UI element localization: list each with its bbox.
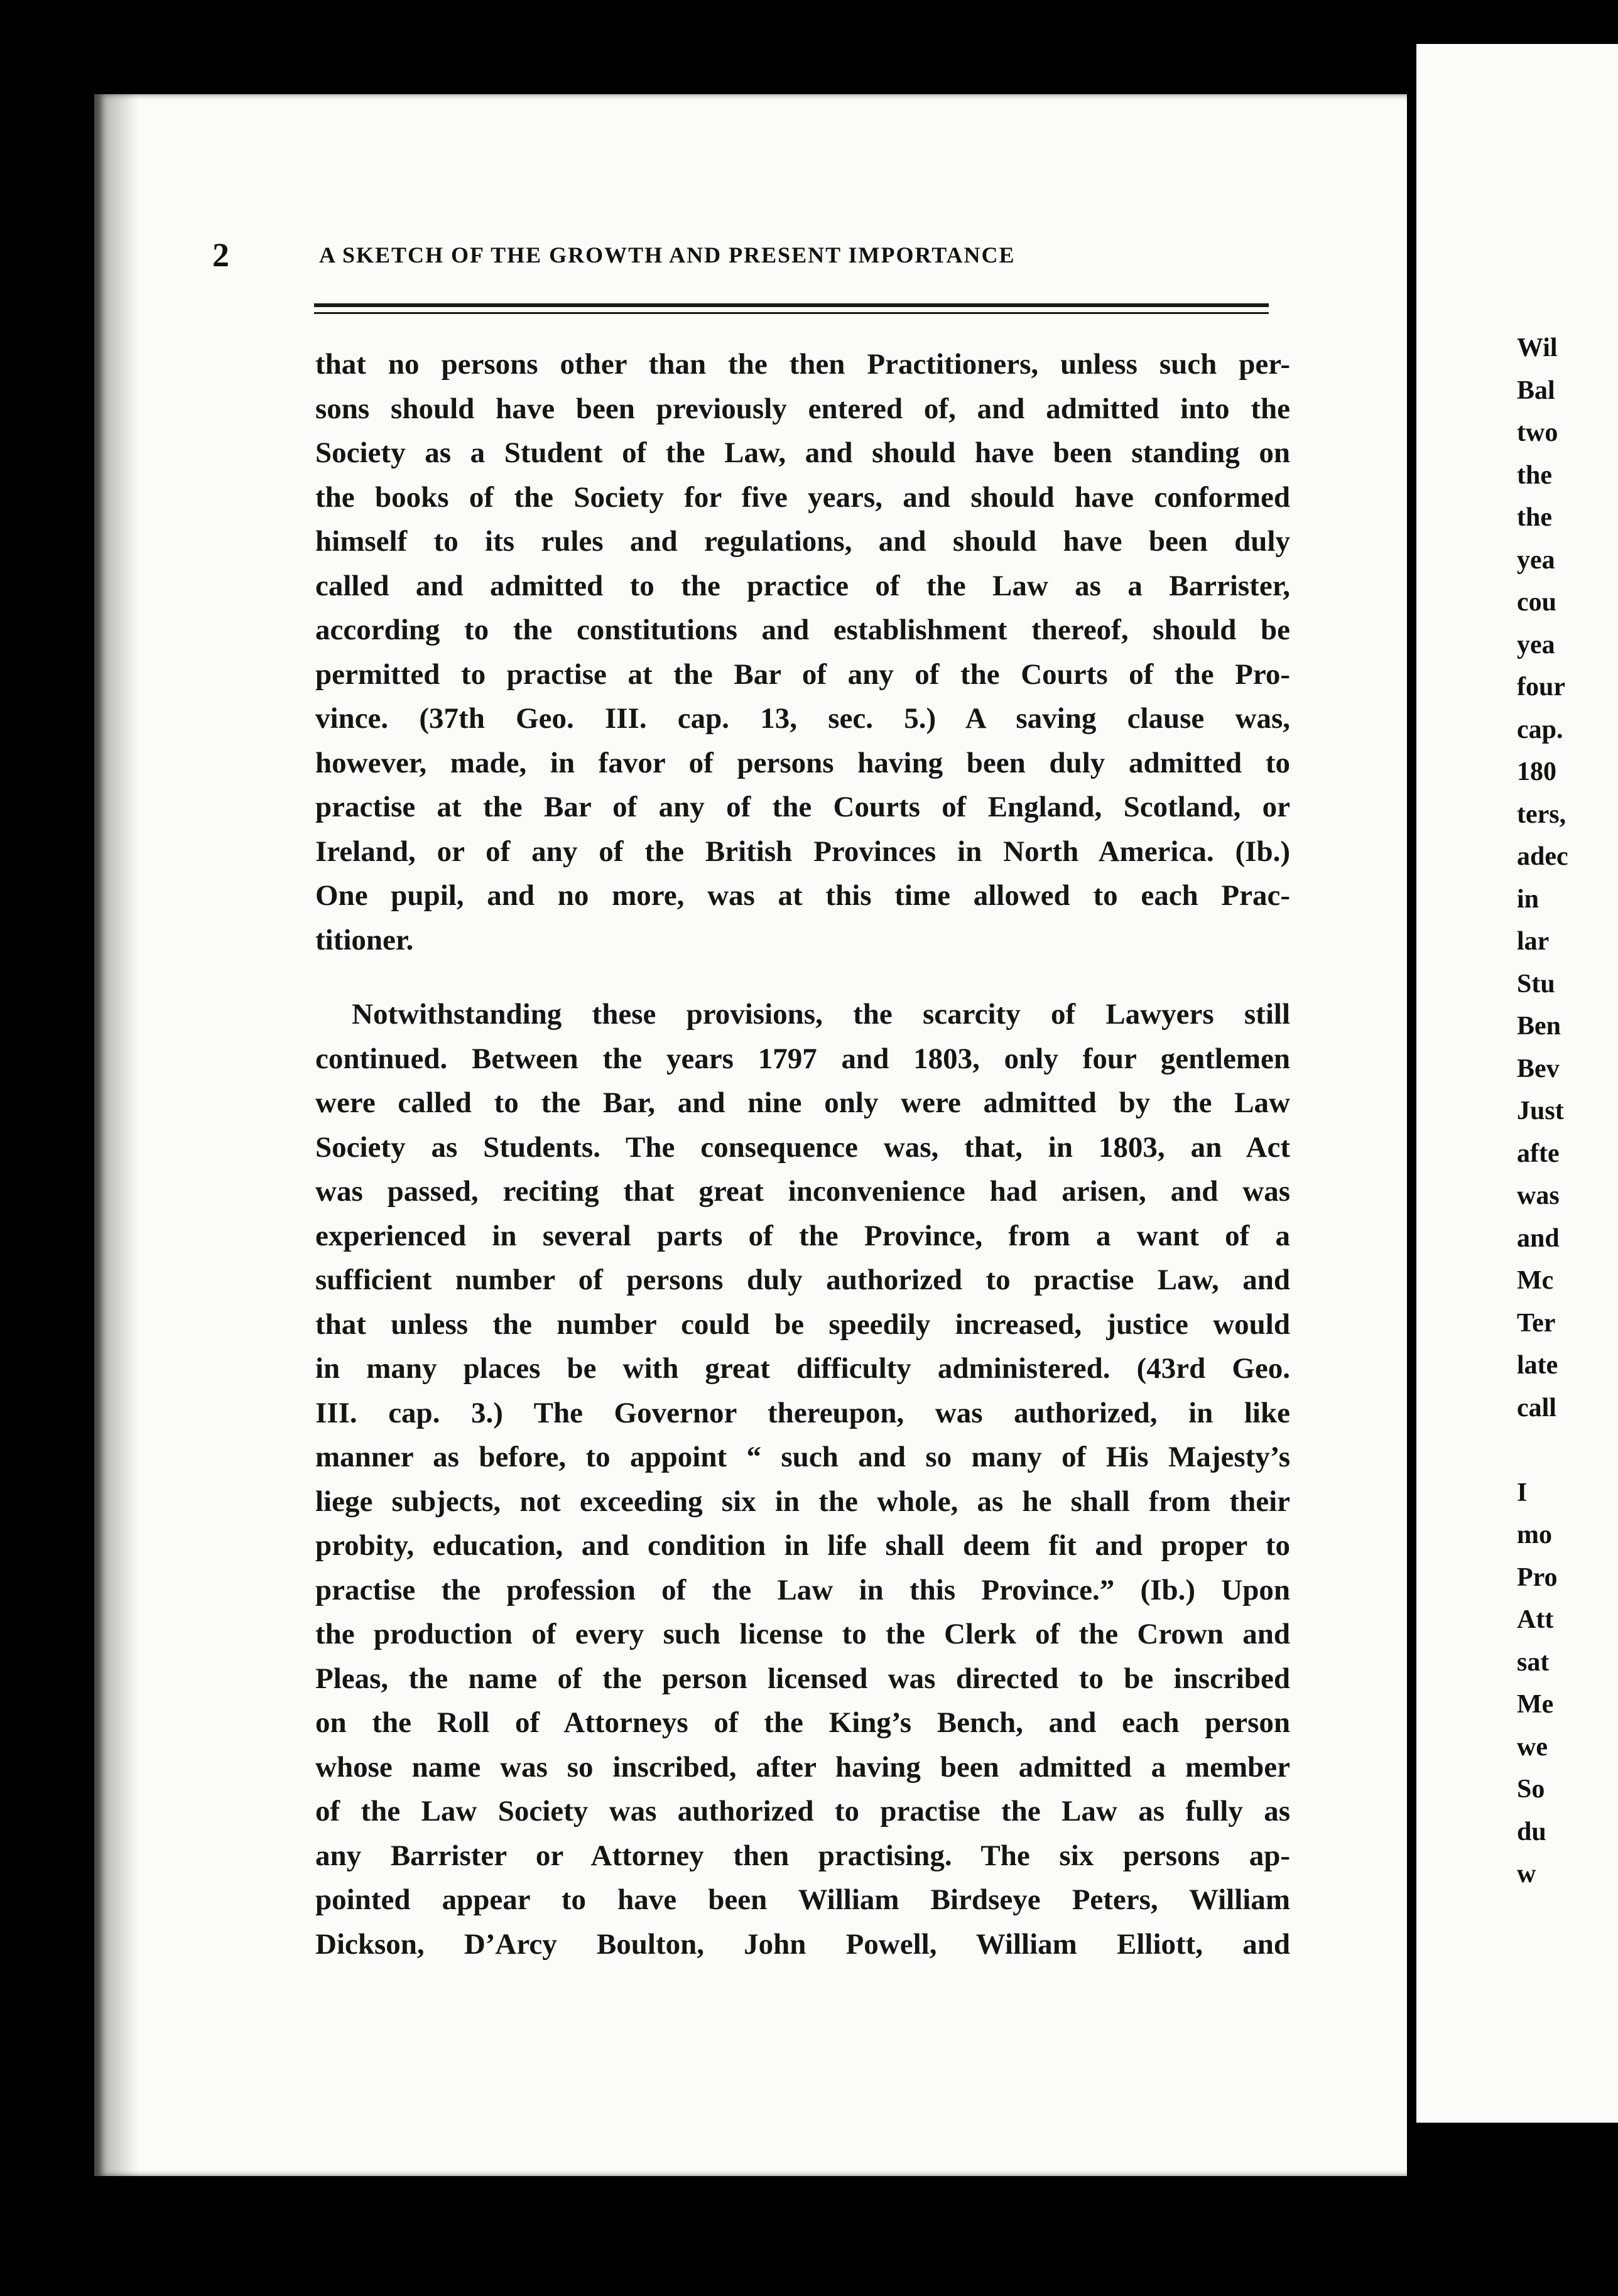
page-number: 2 (212, 236, 229, 274)
text-line: on the Roll of Attorneys of the King’s Bench, and each person (315, 1706, 1290, 1739)
paragraph-gap (315, 962, 1290, 992)
text-line: himself to its rules and regulations, and should have been duly (315, 525, 1290, 558)
facing-page-text-fragment: four (1517, 673, 1565, 701)
text-line: practise at the Bar of any of the Courts of England, Scotland, or (315, 791, 1290, 823)
facing-page-text-fragment: the (1517, 460, 1552, 490)
text-line: Pleas, the name of the person licensed was directed to be inscribed (315, 1662, 1290, 1695)
text-line: that unless the number could be speedily increased, justice would (315, 1308, 1290, 1341)
text-line: the production of every such license to the Clerk of the Crown and (315, 1618, 1290, 1650)
text-line: however, made, in favor of persons having been duly admitted to (315, 746, 1290, 779)
facing-page-text-fragment: du (1517, 1817, 1546, 1846)
text-line: sufficient number of persons duly authorized to practise Law, and (315, 1264, 1290, 1296)
text-line: pointed appear to have been William Birdseye Peters, William (315, 1883, 1290, 1916)
facing-page-text-fragment: yea (1517, 545, 1555, 575)
facing-page-text-fragment: yea (1517, 630, 1555, 659)
facing-page-text-fragment: Stu (1517, 969, 1555, 999)
text-line: titioner. (315, 923, 414, 956)
facing-page-text-fragment: I (1517, 1478, 1528, 1507)
text-line: in many places be with great difficulty administered. (43rd Geo. (315, 1352, 1290, 1385)
facing-page-text-fragment: 180 (1517, 757, 1556, 786)
text-line: called and admitted to the practice of the Law as a Barrister, (315, 569, 1290, 602)
text-line: Dickson, D’Arcy Boulton, John Powell, William Elliott, and (315, 1927, 1290, 1961)
facing-page-text-fragment: and (1517, 1223, 1560, 1253)
text-line: probity, education, and condition in life shall deem fit and proper to (315, 1529, 1290, 1562)
facing-page-text-fragment: late (1517, 1351, 1558, 1380)
text-line: sons should have been previously entered of, and admitted into the (315, 392, 1290, 425)
facing-page-text-fragment: adec (1517, 842, 1568, 871)
facing-page-text-fragment: cou (1517, 588, 1556, 617)
text-line: according to the constitutions and establishment thereof, should be (315, 614, 1290, 646)
text-line: were called to the Bar, and nine only were admitted by the Law (315, 1086, 1290, 1119)
text-line: experienced in several parts of the Province, from a want of a (315, 1219, 1290, 1252)
text-line: Society as a Student of the Law, and should have been standing on (315, 436, 1290, 469)
text-line: Ireland, or of any of the British Provinces in North America. (Ib.) (315, 835, 1290, 868)
header-rule-thick (314, 303, 1269, 307)
facing-page-text-fragment: Mc (1517, 1266, 1554, 1295)
text-line: permitted to practise at the Bar of any of the Courts of the Pro- (315, 658, 1290, 691)
body-text (315, 342, 1290, 1966)
text-line: III. cap. 3.) The Governor thereupon, was authorized, in like (315, 1396, 1290, 1429)
facing-page-text-fragment: Ben (1517, 1012, 1561, 1041)
facing-page-text-fragment: was (1517, 1181, 1560, 1210)
facing-page-text-fragment: Me (1517, 1690, 1554, 1719)
text-line: Notwithstanding these provisions, the scarcity of Lawyers still (352, 998, 1290, 1031)
facing-page-text-fragment: in (1517, 884, 1539, 914)
text-line: Society as Students. The consequence was, that, in 1803, an Act (315, 1130, 1290, 1164)
text-line: continued. Between the years 1797 and 1803, only four gentlemen (315, 1042, 1290, 1075)
text-line: that no persons other than the then Practitioners, unless such per- (315, 348, 1290, 381)
text-line: liege subjects, not exceeding six in the whole, as he shall from their (315, 1485, 1290, 1518)
facing-page-text-fragment: So (1517, 1775, 1545, 1804)
facing-page-text-fragment: sat (1517, 1647, 1550, 1677)
facing-page-text-fragment: we (1517, 1732, 1548, 1762)
text-line: the books of the Society for five years, and should have conformed (315, 480, 1290, 514)
text-line: practise the profession of the Law in this Province.” (Ib.) Upon (315, 1573, 1290, 1606)
facing-page-text-fragment: two (1517, 418, 1558, 447)
text-line: was passed, reciting that great inconvenience had arisen, and was (315, 1175, 1290, 1208)
facing-page-text-fragment: Att (1517, 1605, 1554, 1634)
facing-page-text-fragment: cap. (1517, 715, 1563, 744)
running-head-title: A SKETCH OF THE GROWTH AND PRESENT IMPORTANCE (319, 242, 1016, 268)
facing-page-text-fragment: w (1517, 1860, 1536, 1888)
facing-page-text-fragment: Bev (1517, 1054, 1560, 1083)
facing-page-text-fragment: afte (1517, 1139, 1560, 1168)
facing-page-text-fragment: ters, (1517, 799, 1566, 829)
facing-page-text-fragment: call (1517, 1393, 1556, 1422)
facing-page-text-fragment: Wil (1517, 333, 1558, 362)
facing-page-fragment (1416, 44, 1618, 2123)
header-rule-thin (314, 312, 1269, 314)
text-line: of the Law Society was authorized to practise the Law as fully as (315, 1795, 1290, 1828)
text-line: manner as before, to appoint “ such and so many of His Majesty’s (315, 1441, 1290, 1473)
text-line: whose name was so inscribed, after having been admitted a member (315, 1750, 1290, 1784)
facing-page-text-fragment: the (1517, 503, 1552, 532)
facing-page-text-fragment: lar (1517, 927, 1550, 956)
facing-page-text-fragment: Pro (1517, 1562, 1558, 1592)
facing-page-text-fragment: mo (1517, 1520, 1552, 1549)
running-head (212, 236, 1280, 273)
text-line: One pupil, and no more, was at this time allowed to each Prac- (315, 879, 1290, 912)
facing-page-text-fragment: Bal (1517, 376, 1555, 405)
text-line: vince. (37th Geo. III. cap. 13, sec. 5.) A saving clause was, (315, 702, 1290, 735)
facing-page-text-fragment: Just (1517, 1097, 1564, 1125)
text-line: any Barrister or Attorney then practising. The six persons ap- (315, 1839, 1290, 1872)
facing-page-text-fragment: Ter (1517, 1308, 1556, 1338)
